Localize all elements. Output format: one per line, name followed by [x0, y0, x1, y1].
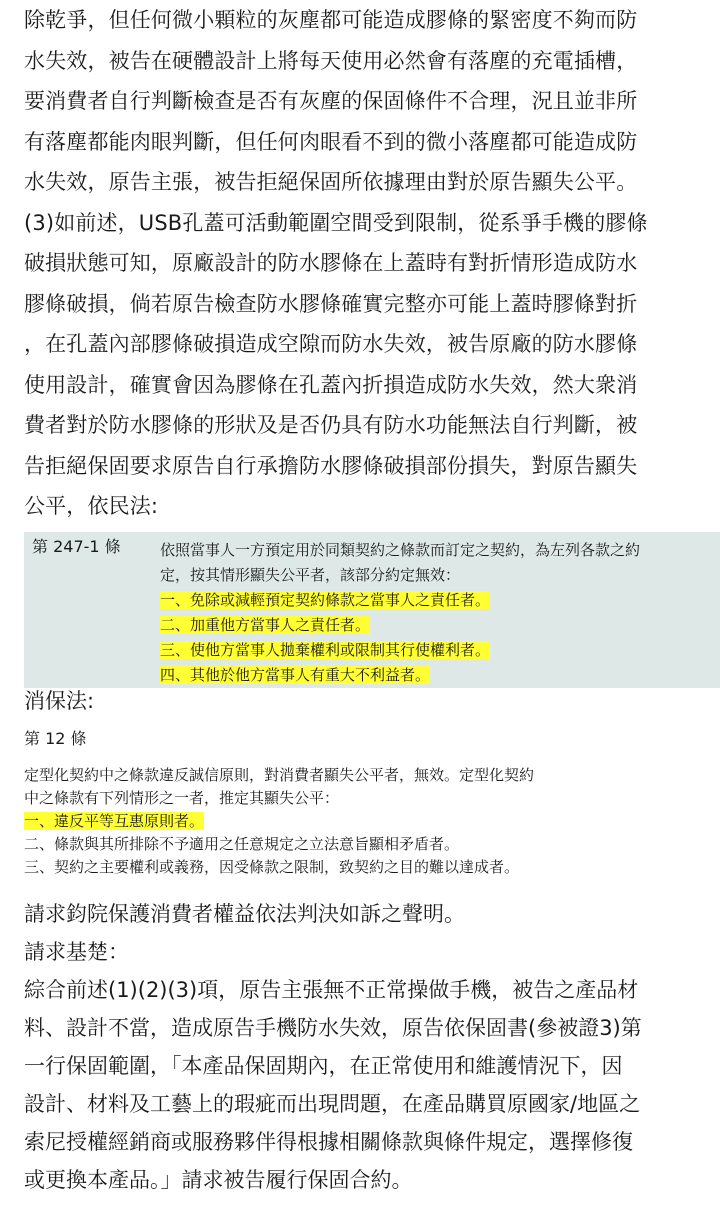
- text-line: 要消費者自行判斷檢查是否有灰塵的保固條件不合理，況且並非所: [24, 89, 638, 113]
- law-item: 三、契約之主要權利或義務，因受條款之限制，致契約之目的難以達成者。: [24, 858, 520, 876]
- text-line: 除乾爭，但任何微小顆粒的灰塵都可能造成膠條的緊密度不夠而防: [24, 8, 638, 32]
- text-line: 告拒絕保固要求原告自行承擔防水膠條破損部份損失，對原告顯失: [24, 453, 638, 478]
- text-line: 公平，依民法:: [24, 494, 159, 518]
- text-line: 請求基楚：: [24, 940, 129, 964]
- text-line: 使用設計，確實會因為膠條在孔蓋內折損造成防水失效，然大衆消: [24, 372, 638, 397]
- consumer-law-article-number: 第 12 條: [24, 729, 87, 748]
- civil-law-text: [160, 538, 640, 688]
- highlighted-clause: 三、使他方當事人拋棄權利或限制其行使權利者。: [160, 641, 491, 659]
- text-line: 或更換本產品。」請求被告履行保固合約。: [24, 1168, 413, 1192]
- text-line: 請求鈞院保護消費者權益依法判決如訴之聲明。: [24, 902, 465, 926]
- text-line: 一行保固範圍，「本產品保固期內，在正常使用和維護情況下，因: [24, 1054, 623, 1078]
- text-line: 綜合前述(1)(2)(3)項，原告主張無不正常操做手機，被告之產品材: [24, 978, 639, 1002]
- text-line: 水失效，原告主張，被告拒絕保固所依據理由對於原告顯失公平。: [24, 170, 638, 194]
- text-line: 水失效，被告在硬體設計上將每天使用必然會有落塵的充電插槽，: [24, 48, 638, 73]
- text-line: 膠條破損，倘若原告檢查防水膠條確實完整亦可能上蓋時膠條對折: [24, 291, 638, 316]
- civil-law-article-number: 第 247-1 條: [32, 537, 121, 556]
- text-line: ，在孔蓋內部膠條破損造成空隙而防水失效，被告原廠的防水膠條: [24, 332, 638, 356]
- consumer-law-heading: 消保法:: [24, 689, 95, 713]
- highlighted-clause: 一、免除或減輕預定契約條款之當事人之責任者。: [160, 591, 491, 609]
- consumer-law-text: [24, 764, 534, 879]
- highlighted-clause: 一、違反平等互惠原則者。: [24, 812, 205, 830]
- law-line: 定型化契約中之條款違反誠信原則，對消費者顯失公平者，無效。定型化契約: [24, 766, 535, 784]
- law-line: 中之條款有下列情形之一者，推定其顯失公平：: [24, 789, 340, 807]
- law-line: 依照當事人一方預定用於同類契約之條款而訂定之契約，為左列各款之約: [160, 541, 641, 559]
- law-item: 二、條款與其所排除不予適用之任意規定之立法意旨顯相矛盾者。: [24, 835, 460, 853]
- law-line: 定，按其情形顯失公平者，該部分約定無效：: [160, 566, 461, 584]
- text-line: 費者對於防水膠條的形狀及是否仍具有防水功能無法自行判斷，被: [24, 413, 638, 437]
- intro-paragraphs: [24, 0, 714, 527]
- text-line: 破損狀態可知，原廠設計的防水膠條在上蓋時有對折情形造成防水: [24, 251, 638, 275]
- text-line: 設計、材料及工藝上的瑕疵而出現問題，在產品購買原國家/地區之: [24, 1092, 641, 1116]
- highlighted-clause: 二、加重他方當事人之責任者。: [160, 616, 371, 634]
- text-line: (3)如前述，USB孔蓋可活動範圍空間受到限制，從系爭手機的膠條: [24, 210, 648, 235]
- civil-law-excerpt: [24, 532, 720, 688]
- text-line: 有落塵都能肉眼判斷，但任何肉眼看不到的微小落塵都可能造成防: [24, 129, 638, 154]
- closing-paragraphs: [24, 895, 714, 1199]
- text-line: 料、設計不當，造成原告手機防水失效，原告依保固書(參被證3)第: [24, 1016, 642, 1040]
- text-line: 索尼授權經銷商或服務夥伴得根據相關條款與條件規定，選擇修復: [24, 1130, 633, 1154]
- highlighted-clause: 四、其他於他方當事人有重大不利益者。: [160, 666, 431, 684]
